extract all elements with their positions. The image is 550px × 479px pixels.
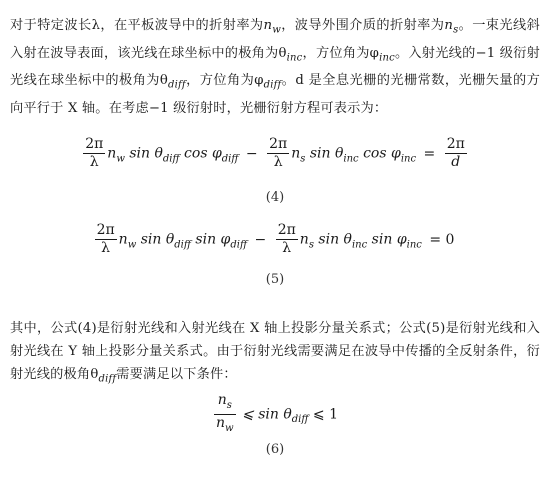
equation-number: (6) [265,442,285,457]
subscript: diff [263,79,282,91]
subscript: inc [400,153,417,165]
symbol-n: n [215,414,226,431]
text: 需要满足以下条件： [116,367,237,382]
subscript: inc [379,52,395,64]
math-text: ⩽ 1 [312,406,339,423]
numerator: 2π [96,222,115,238]
equation-number: (4) [265,190,285,205]
numerator: 2π [269,136,288,152]
math-text: ⩽ sin θ [242,406,292,423]
text: ，波导外围介质的折射率为 [280,18,445,33]
subscript: diff [168,79,186,91]
subscript: inc [286,52,303,64]
math-text: sin φ [190,231,231,248]
symbol-n: n [299,231,309,248]
denominator: λ [273,154,283,170]
symbol-n: n [263,18,273,33]
math-text: sin θ [124,145,163,162]
math-text: sin θ [305,145,344,162]
numerator: 2π [446,136,465,152]
symbol-n: n [444,18,454,33]
fraction [214,392,236,437]
symbol-n: n [107,145,117,162]
denominator: λ [89,154,99,170]
text: ，方位角为φ [185,73,264,89]
paragraph-explanation [10,317,540,391]
numerator: 2π [277,222,296,238]
fraction [445,136,467,171]
subscript: diff [291,414,309,426]
subscript: s [453,24,459,36]
math-text: sin θ [313,231,352,248]
text: 。入射光线的−1 级衍射光线在球坐标中的极角为θ [10,45,541,89]
math-text: sin φ [367,231,407,248]
text: 。d 是全息光栅的光栅常数，光栅矢量的方向平行于 X 轴。在考虑−1 级衍射时，光栅衍射方程可表示为： [10,73,541,116]
denominator: λ [101,240,111,256]
subscript: diff [221,153,239,165]
subscript: w [225,422,234,434]
subscript: s [300,153,306,165]
subscript: diff [230,239,248,251]
subscript: inc [351,239,368,251]
fraction [276,222,298,257]
math-text: cos φ [179,145,222,162]
math-text: sin θ [136,231,175,248]
symbol-n: n [217,392,227,408]
numerator: 2π [85,136,104,152]
equation-number: (5) [265,272,285,287]
subscript: diff [162,153,180,165]
fraction [267,136,289,171]
math-text: cos φ [358,145,401,162]
paragraph-intro [10,14,540,120]
symbol-n: n [291,145,301,162]
text: ，方位角为φ [302,45,380,61]
subscript: w [116,153,125,165]
denominator: λ [282,240,292,256]
equation-5 [0,222,550,257]
subscript: s [226,399,232,411]
symbol-n: n [118,231,128,248]
denominator [214,415,236,437]
numerator [214,392,236,415]
minus-sign: − [254,231,267,248]
subscript: inc [406,239,422,251]
equation-4 [0,136,550,171]
subscript: w [127,239,137,251]
subscript: inc [343,153,359,165]
subscript: s [308,239,314,251]
subscript: diff [174,239,191,251]
equals-sign: = [423,145,436,162]
subscript: diff [98,373,117,385]
minus-sign: − [245,145,258,162]
fraction [95,222,117,257]
text: 对于特定波长λ，在平板波导中的折射率为 [10,18,264,33]
equation-6 [0,392,550,437]
fraction [83,136,105,171]
text: 其中，公式(4)是衍射光线和入射光线在 X 轴上投影分量关系式；公式(5)是衍射光线和入射光线在 Y 轴上投影分量关系式。由于衍射光线需要满足在波导中传播的全反射条件，衍射光线的极角θ [10,321,540,382]
denominator: d [451,154,461,170]
equals-zero: = 0 [429,231,455,248]
text: 。一束光线斜入射在波导表面，该光线在球坐标中的极角为θ [10,18,540,61]
subscript: w [272,24,281,36]
